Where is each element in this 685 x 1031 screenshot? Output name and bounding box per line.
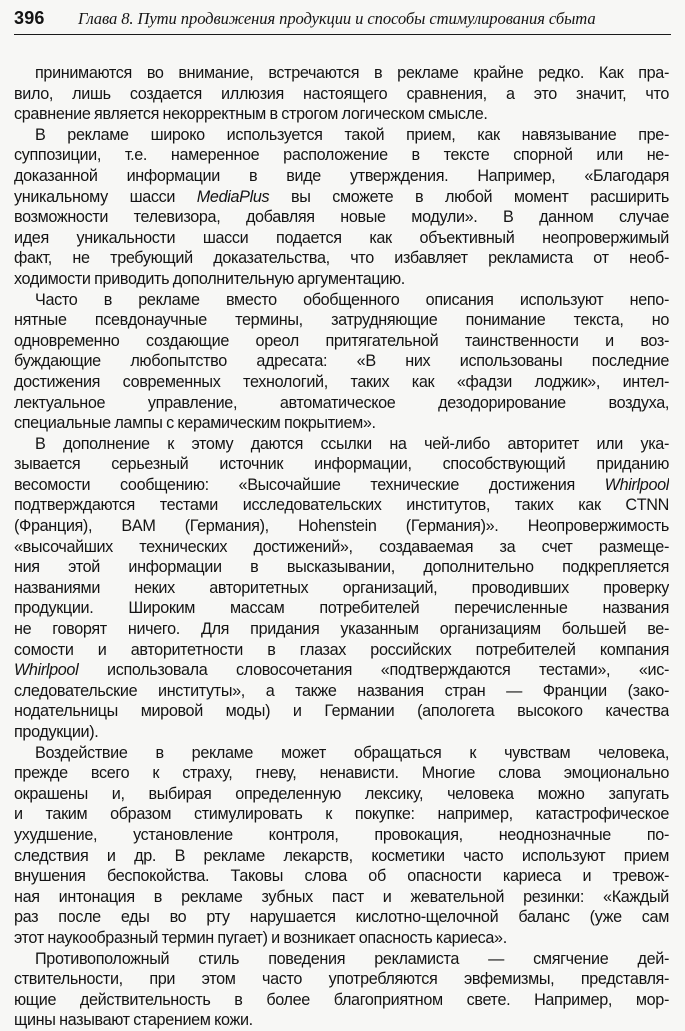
text-run: ухудшение, установление контроля, провокация, неоднозначные по- xyxy=(14,825,669,844)
text-line xyxy=(14,290,669,311)
page-number: 396 xyxy=(14,8,45,28)
text-run: факт, не требующий доказательства, что избавляет рекламиста от необ- xyxy=(14,249,669,268)
text-line xyxy=(14,866,669,887)
text-line xyxy=(14,145,669,166)
text-run: уникальному шасси xyxy=(14,187,197,206)
text-run: ствительности, при этом часто употребляются эвфемизмы, представля- xyxy=(14,970,669,989)
text-run: продукции). xyxy=(14,723,99,741)
text-run: ходимости приводить дополнительную аргументацию. xyxy=(14,269,405,288)
paragraph xyxy=(14,125,669,290)
text-line xyxy=(14,269,669,290)
text-run: зывается серьезный источник информации, способствующий приданию xyxy=(14,455,669,474)
text-run: этот наукообразный термин пугает) и возникает опасность кариеса». xyxy=(14,928,507,947)
text-run: идея уникальности шасси подается как объективный неопровержимый xyxy=(14,228,669,247)
text-line xyxy=(14,969,669,990)
text-run: «высочайших технических достижений», создаваемая за счет размеще- xyxy=(14,537,669,556)
text-run: В рекламе широко используется такой прием, как навязывание пре- xyxy=(35,125,669,144)
text-line xyxy=(14,125,669,146)
text-run: названиями неких авторитетных организаций, проводивших проверку xyxy=(14,578,669,597)
text-line xyxy=(14,537,669,558)
paragraph xyxy=(14,290,669,434)
body-text xyxy=(14,63,669,1031)
text-line xyxy=(14,84,669,105)
paragraph xyxy=(14,949,669,1031)
text-run: окрашены и, выбирая определенную лексику, человека можно запугать xyxy=(14,784,669,803)
text-run: продукции. Широким массам потребителей перечисленные названия xyxy=(14,599,669,618)
text-run: не говорят ничего. Для придания указанным организациям большей ве- xyxy=(14,620,669,639)
brand-name: Whirlpool xyxy=(14,661,79,680)
text-line xyxy=(14,351,669,372)
text-run: Противоположный стиль поведения рекламиста — смягчение дей- xyxy=(35,949,669,968)
text-line xyxy=(14,413,669,434)
text-line xyxy=(14,949,669,970)
text-run: доказанной информации в виде утверждения. Например, «Благодаря xyxy=(14,166,669,185)
text-run: достижения современных технологий, таких как «фадзи лоджик», интел- xyxy=(14,372,669,391)
text-line xyxy=(14,804,669,825)
text-run: подтверждаются тестами исследовательских институтов, таких как CTNN xyxy=(14,496,669,515)
text-line xyxy=(14,248,669,269)
text-run: вы сможете в любой момент расширить xyxy=(269,187,669,206)
paragraph xyxy=(14,743,669,949)
text-run: специальные лампы с керамическим покрытием». xyxy=(14,414,376,433)
text-line xyxy=(14,660,669,681)
text-line xyxy=(14,990,669,1011)
text-run: Часто в рекламе вместо обобщенного описания используют непо- xyxy=(35,290,669,309)
text-run: следствия и др. В рекламе лекарств, косметики часто используют прием xyxy=(14,846,669,865)
text-run: одновременно создающие ореол притягательной таинственности и воз- xyxy=(14,331,669,350)
text-line xyxy=(14,784,669,805)
text-line xyxy=(14,598,669,619)
text-line xyxy=(14,187,669,208)
text-run: принимаются во внимание, встречаются в рекламе крайне редко. Как пра- xyxy=(35,64,669,82)
text-line xyxy=(14,310,669,331)
brand-name: Whirlpool xyxy=(604,475,669,494)
text-line xyxy=(14,434,669,455)
text-run: использовала словосочетания «подтверждаются тестами», «ис- xyxy=(78,661,669,680)
text-line xyxy=(14,681,669,702)
text-line xyxy=(14,63,669,84)
text-line xyxy=(14,331,669,352)
text-run: сомости и авторитетности в глазах российских потребителей компания xyxy=(14,640,669,659)
text-line xyxy=(14,763,669,784)
text-run: ния этой информации в высказывании, дополнительно подкрепляется xyxy=(14,558,669,577)
text-line xyxy=(14,928,669,949)
text-run: и таким образом стимулировать к покупке: например, катастрофическое xyxy=(14,805,669,824)
text-run: весомости сообщению: «Высочайшие технические достижения xyxy=(14,475,605,494)
paragraph xyxy=(14,63,669,125)
text-line xyxy=(14,516,669,537)
text-run: (Франция), BAM (Германия), Hohenstein (Германия)». Неопровержимость xyxy=(14,517,669,536)
text-run: сравнение является некорректным в строгом логическом смысле. xyxy=(14,105,488,124)
text-run: суппозиции, т.е. намеренное расположение в тексте спорной или не- xyxy=(14,146,669,165)
text-run: буждающие любопытство адресата: «В них использованы последние xyxy=(14,352,669,371)
text-run: вило, лишь создается иллюзия настоящего сравнения, а это значит, что xyxy=(14,84,669,103)
text-run: Воздействие в рекламе может обращаться к чувствам человека, xyxy=(35,743,669,762)
text-line xyxy=(14,907,669,928)
text-run: прежде всего к страху, гневу, ненависти. Многие слова эмоционально xyxy=(14,764,669,783)
text-run: нодательницы мировой моды) и Германии (апологета высокого качества xyxy=(14,702,669,721)
text-line xyxy=(14,475,669,496)
text-line xyxy=(14,393,669,414)
text-line xyxy=(14,825,669,846)
text-run: следовательские институты», а также названия стран — Франции (зако- xyxy=(14,681,669,700)
text-line xyxy=(14,846,669,867)
text-line xyxy=(14,207,669,228)
text-line xyxy=(14,722,669,743)
text-run: внушения беспокойства. Таковы слова об опасности кариеса и тревож- xyxy=(14,867,669,886)
text-line xyxy=(14,228,669,249)
text-line xyxy=(14,166,669,187)
text-run: нятные псевдонаучные термины, затрудняющие понимание текста, но xyxy=(14,311,669,330)
text-line xyxy=(14,557,669,578)
text-line xyxy=(14,372,669,393)
text-line xyxy=(14,701,669,722)
text-line xyxy=(14,887,669,908)
text-line xyxy=(14,454,669,475)
brand-name: MediaPlus xyxy=(196,187,270,206)
text-line xyxy=(14,578,669,599)
text-run: возможности телевизора, добавляя новые модули». В данном случае xyxy=(14,208,669,227)
text-run: лектуальное управление, автоматическое дезодорирование воздуха, xyxy=(14,393,669,412)
text-line xyxy=(14,640,669,661)
text-run: раз после еды во рту нарушается кислотно-щелочной баланс (уже сам xyxy=(14,908,669,927)
running-head xyxy=(14,8,671,35)
text-run: В дополнение к этому даются ссылки на чей-либо авторитет или ука- xyxy=(35,434,669,453)
chapter-title: Глава 8. Пути продвижения продукции и способы стимулирования сбыта xyxy=(78,9,596,28)
text-line xyxy=(14,495,669,516)
paragraph xyxy=(14,434,669,743)
text-line xyxy=(14,619,669,640)
text-line xyxy=(14,743,669,764)
text-run: щины называют старением кожи. xyxy=(14,1011,253,1030)
text-run: ная интонация в рекламе зубных паст и жевательной резинки: «Каждый xyxy=(14,887,669,906)
text-run: ющие действительность в более благоприятном свете. Например, мор- xyxy=(14,990,669,1009)
text-line xyxy=(14,104,669,125)
